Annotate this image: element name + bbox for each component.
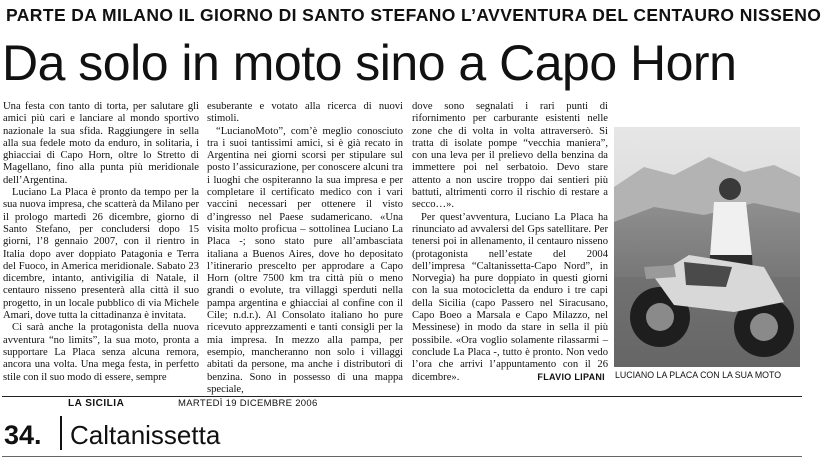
photo-caption: LUCIANO LA PLACA CON LA SUA MOTO [615, 370, 782, 380]
section-divider [60, 416, 62, 450]
paragraph: dove sono segnalati i rari punti di rifornimento per carburante esistenti nelle zone che di volta in volta attraverserò. Si tratta di isolate pompe “vecchia maniera”, con una leva per il prelievo della benzina da immettere poi nel serbatoio. Devo stare attento a non uscire troppo dai sentieri più battuti, altrimenti corro il rischio di restare a secco…». [412, 101, 608, 211]
masthead: LA SICILIA [68, 398, 125, 409]
footer-rule [2, 396, 802, 397]
paragraph: esuberante e votato alla ricerca di nuovi stimoli. [207, 101, 403, 125]
bottom-rule [2, 456, 802, 457]
article-column-1 [3, 101, 199, 393]
paragraph: Per quest’avventura, Luciano La Placa ha rinunciato ad avvalersi del Gps satellitare. Per tenersi poi in allenamento, il centauro nisseno (protagonista nell’estate del 2004 dell’impresa “Caltanissetta-Capo Nord”, in Norvegia) ha pure doppiato in questi giorni con la sua motocicletta da enduro i tre capi della Sicilia (capo Passero nel Siracusano, Capo Boeo a Marsala e Capo Milazzo, nel Messinese) in modo da stare in sella il più possibile. «Ora voglio solamente rilassarmi – conclude La Placa -, tutto è pronto. Non vedo l’ora che arrivi l’appuntamento con il 26 dicembre». [412, 211, 608, 383]
section-title: Caltanissetta [70, 420, 221, 450]
byline: FLAVIO LIPANI [537, 372, 605, 382]
paragraph: “LucianoMoto”, com’è meglio conosciuto tra i suoi tantissimi amici, si è già recato in Argentina nei giorni scorsi per stipulare sul posto l’assicurazione, per conoscere alcuni tra i luoghi che ospiteranno la sua impresa e per completare il certificato medico con i vari vaccini necessari per ottenere il visto d’ingresso nel Paese sudamericano. «Una visita molto proficua – sottolinea Luciano La Placa -; sono stato pure all’ambasciata italiana a Buenos Aires, dove ho depositato l’itinerario prescelto per approdare a Capo Horn (oltre 7500 km tra città più o meno grandi o evolute, tra villaggi sperduti nella pampa argentina e ghiacciai al confine con il Cile; n.d.r.). Al Consolato italiano ho pure ricevuto apprezzamenti e tanti consigli per la mia impresa. In mezzo alla pampa, per esempio, mancheranno non solo i villaggi abitati da persone, ma anche i distributori di benzina. Sono in possesso di una mappa speciale, [207, 125, 403, 395]
article-photo [614, 127, 800, 367]
issue-date: MARTEDÌ 19 DICEMBRE 2006 [178, 398, 318, 409]
paragraph: Ci sarà anche la protagonista della nuova avventura “no limits”, la sua moto, pronta a supportare La Placa senza alcuna remora, ancora una volta. Una mega festa, in perfetto stile con il suo modo di essere, sempre [3, 322, 199, 383]
kicker: PARTE DA MILANO IL GIORNO DI SANTO STEFANO L’AVVENTURA DEL CENTAURO NISSENO [6, 5, 821, 25]
article-column-2 [207, 101, 403, 393]
headline: Da solo in moto sino a Capo Horn [2, 35, 737, 91]
motorcyclist-photo-image [614, 127, 800, 367]
page-number: 34. [4, 420, 42, 450]
paragraph: Una festa con tanto di torta, per salutare gli amici più cari e lanciare al mondo sportivo nazionale la sua sfida. Raggiungere in sella alla sua fedele moto da enduro, in solitaria, i ghiacciai di Capo Horn, oltre lo Stretto di Magellano, fino alla punta più meridionale dell’Argentina. [3, 101, 199, 186]
paragraph: Luciano La Placa è pronto da tempo per la sua nuova impresa, che scatterà da Milano per il prologo martedì 26 dicembre, giorno di Santo Stefano, per concludersi dopo 15 giorni, l’8 gennaio 2007, con il rientro in Italia dopo aver doppiato Patagonia e Terra del Fuoco, in America meridionale. Sabato 23 dicembre, intanto, antivigilia di Natale, il centauro nisseno presenterà alla città il suo progetto, in un locale pubblico di via Michele Amari, dove tutta la cittadinanza è invitata. [3, 187, 199, 322]
